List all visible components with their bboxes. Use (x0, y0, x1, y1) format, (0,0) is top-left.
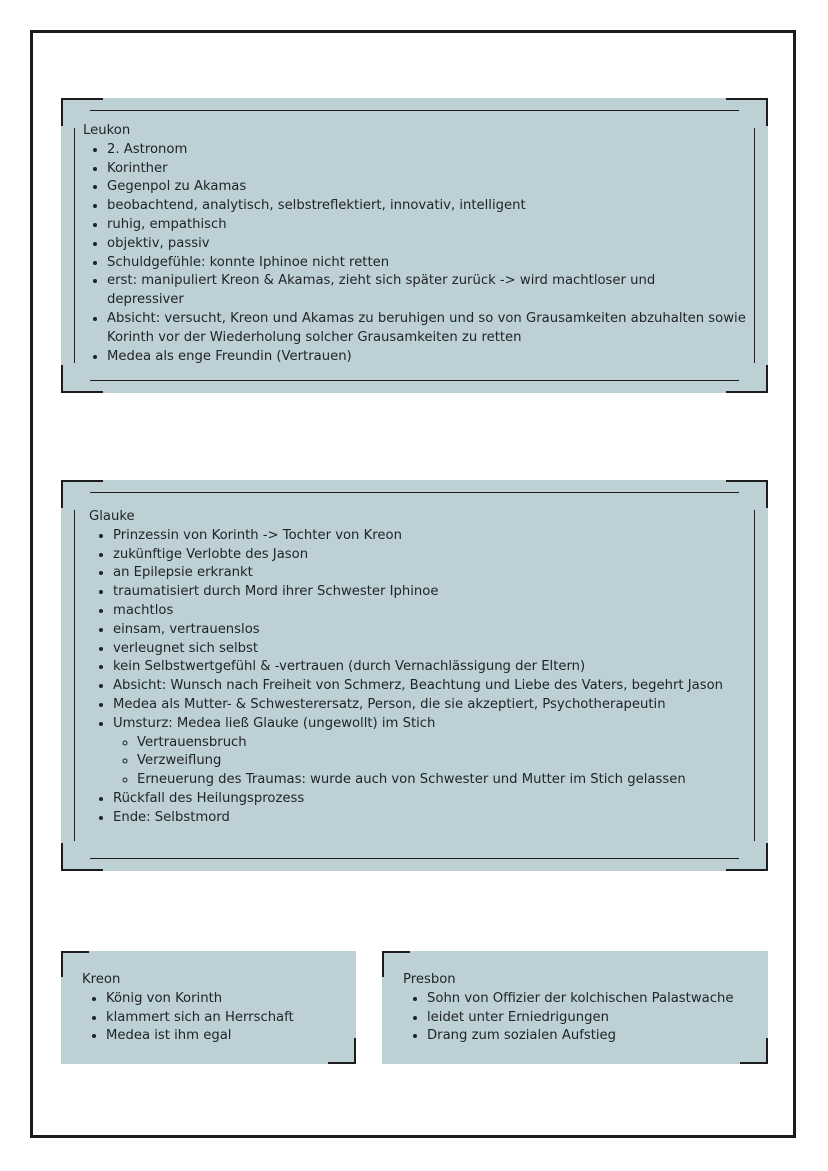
frame-line-left (74, 510, 75, 841)
list-item: • erst: manipuliert Kreon & Akamas, zieht sich später zurück -> wird machtloser und depressiver (107, 272, 717, 310)
list-item: • Medea als enge Freundin (Vertrauen) (107, 348, 768, 367)
frame-line-top (90, 492, 739, 493)
list-item: • Rückfall des Heilungsprozess (113, 790, 768, 809)
frame-line-bottom (90, 858, 739, 859)
list-item: • machtlos (113, 602, 768, 621)
card-leukon (61, 98, 768, 393)
card-title-glauke: Glauke (89, 509, 135, 524)
list-item: • traumatisiert durch Mord ihrer Schwester Iphinoe (113, 583, 768, 602)
glauke-sublist (113, 734, 768, 790)
presbon-list (403, 990, 768, 1046)
card-glauke (61, 480, 768, 871)
frame-line-bottom (90, 380, 739, 381)
frame-line-right (754, 128, 755, 363)
frame-corner-top-left (382, 951, 410, 977)
list-item-text: Umsturz: Medea ließ Glauke (ungewollt) im Stich (113, 715, 436, 731)
list-item: • Ende: Selbstmord (113, 809, 768, 828)
frame-corner-top-left (61, 951, 89, 977)
list-item: • Medea als Mutter- & Schwesterersatz, Person, die sie akzeptiert, Psychotherapeutin (113, 696, 768, 715)
card-title-presbon: Presbon (403, 972, 456, 987)
list-item: • 2. Astronom (107, 141, 768, 160)
card-title-leukon: Leukon (83, 123, 131, 138)
list-item: • Korinther (107, 160, 768, 179)
list-item: • leidet unter Erniedrigungen (427, 1009, 768, 1028)
list-item: • König von Korinth (106, 990, 356, 1009)
list-item: • Prinzessin von Korinth -> Tochter von Kreon (113, 527, 768, 546)
list-item: • klammert sich an Herrschaft (106, 1009, 356, 1028)
frame-corner-bottom-right (726, 843, 768, 871)
list-item: • ruhig, empathisch (107, 216, 768, 235)
frame-corner-top-right (726, 480, 768, 508)
list-item: • zukünftige Verlobte des Jason (113, 546, 768, 565)
frame-corner-bottom-right (740, 1038, 768, 1064)
list-item: • kein Selbstwertgefühl & -vertrauen (durch Vernachlässigung der Eltern) (113, 658, 768, 677)
list-item: • Drang zum sozialen Aufstieg (427, 1027, 768, 1046)
kreon-list (82, 990, 356, 1046)
card-kreon (61, 951, 356, 1064)
list-item: • Absicht: Wunsch nach Freiheit von Schmerz, Beachtung und Liebe des Vaters, begehrt Jason (113, 677, 733, 696)
card-title-kreon: Kreon (82, 972, 121, 987)
frame-corner-bottom-left (61, 365, 103, 393)
list-item: • an Epilepsie erkrankt (113, 564, 768, 583)
list-item: • einsam, vertrauenslos (113, 621, 768, 640)
sublist-item: ◦ Erneuerung des Traumas: wurde auch von Schwester und Mutter im Stich gelassen (137, 771, 768, 790)
frame-corner-top-left (61, 480, 103, 508)
list-item: • Sohn von Offizier der kolchischen Palastwache (427, 990, 768, 1009)
frame-line-right (754, 510, 755, 841)
sublist-item: ◦ Verzweiflung (137, 752, 768, 771)
glauke-list (89, 527, 768, 828)
list-item: • Medea ist ihm egal (106, 1027, 356, 1046)
list-item-umsturz (113, 715, 768, 790)
frame-line-top (90, 110, 739, 111)
frame-line-left (74, 128, 75, 363)
frame-corner-bottom-right (328, 1038, 356, 1064)
list-item: • Absicht: versucht, Kreon und Akamas zu beruhigen und so von Grausamkeiten abzuhalten sowie Korinth vor der Wiederholung solcher Grausamkeiten zu retten (107, 310, 747, 348)
leukon-list (83, 141, 768, 367)
frame-corner-bottom-left (61, 843, 103, 871)
card-presbon (382, 951, 768, 1064)
list-item: • Schuldgefühle: konnte Iphinoe nicht retten (107, 254, 768, 273)
list-item: • verleugnet sich selbst (113, 640, 768, 659)
list-item: • Gegenpol zu Akamas (107, 178, 768, 197)
sublist-item: ◦ Vertrauensbruch (137, 734, 768, 753)
list-item: • objektiv, passiv (107, 235, 768, 254)
frame-corner-bottom-right (726, 365, 768, 393)
frame-corner-top-left (61, 98, 103, 126)
list-item: • beobachtend, analytisch, selbstreflektiert, innovativ, intelligent (107, 197, 768, 216)
frame-corner-top-right (726, 98, 768, 126)
